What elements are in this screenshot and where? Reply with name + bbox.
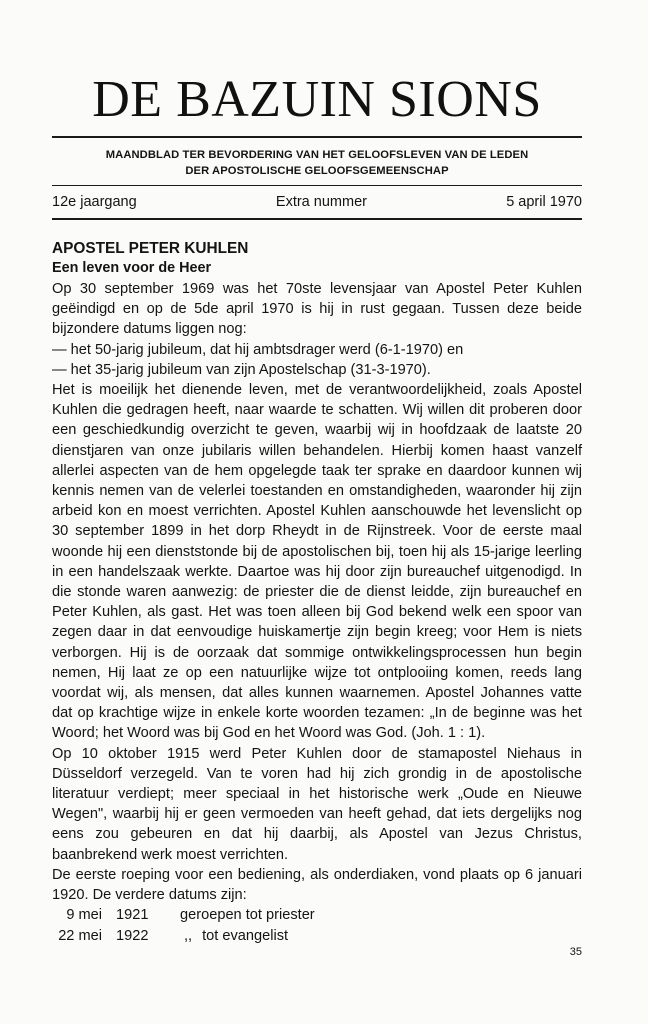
masthead-subtitle	[52, 147, 582, 179]
article	[52, 239, 582, 946]
date-day: 22 mei	[58, 927, 102, 944]
date-role: tot evangelist	[202, 927, 289, 944]
issue-date: 5 april 1970	[506, 194, 582, 210]
issue-line	[52, 192, 582, 212]
page-number: 35	[569, 946, 582, 958]
issue-volume: 12e jaargang	[52, 194, 137, 210]
article-subtitle: Een leven voor de Heer	[52, 260, 212, 276]
date-row	[52, 926, 582, 946]
date-ditto: ,,	[184, 927, 193, 944]
date-year: 1921	[116, 907, 149, 924]
date-year: 1922	[116, 927, 149, 944]
date-day: 9 mei	[66, 907, 102, 924]
subtitle-line-1: MAANDBLAD TER BEVORDERING VAN HET GELOOFSLEVEN VAN DE LEDEN	[105, 149, 529, 161]
subtitle-line-2: DER APOSTOLISCHE GELOOFSGEMEENSCHAP	[185, 165, 449, 177]
masthead-title: DE BAZUIN SIONS	[92, 71, 542, 128]
article-title: APOSTEL PETER KUHLEN	[52, 240, 249, 257]
date-role: geroepen tot priester	[180, 907, 315, 924]
date-row	[52, 905, 582, 925]
issue-edition: Extra nummer	[275, 194, 367, 210]
paragraph-2: Het is moeilijk het dienende leven, met de verantwoordelijkheid, zoals Apostel Kuhlen die gedragen heeft, naar waarde te schatten. Wij willen dit proberen door een geschiedkundig overzicht te geven, waarbij wij in hoofdzaak de laatste 20 dienstjaren van onze jubilaris willen behandelen. Hierbij komen haast vanzelf allerlei aspecten van de hem opgelegde taak ter sprake en daardoor kunnen wij kennis nemen van de velerlei toestanden en omstandigheden, waaronder hij zijn arbeid kon en moest verrichten. Apostel Kuhlen aanschouwde het levenslicht op 30 september 1899 in het dorp Rheydt in de Rijnstreek. Voor de eerste maal woonde hij een dienststonde bij de apostolischen bij, toen hij als 15-jarige leerling in een handelszaak werkte. Daartoe was hij door zijn bureauchef uitgenodigd. In die stonde waren aanwezig: de priester die de dienst leidde, zijn bureauchef en Peter Kuhlen, als gast. Het was toen alleen bij God bekend welk een spoor van zegen daar in dat eenvoudige huiskamertje zijn begin kreeg; voor Hem is niets verborgen. Hij is de oorzaak dat sommige ontwikkelingsprocessen hun begin nemen, Hij laat ze op een natuurlijke wijze tot ontplooiing komen, reeds lang voordat wij, als mensen, dat alles kunnen waarnemen. Apostel Johannes vatte dat op krachtige wijze in enkele korte woorden tezamen: „In de beginne was het Woord; het Woord was bij God en het Woord was God. (Joh. 1 : 1).	[52, 382, 582, 742]
dates-list	[52, 905, 582, 945]
paragraph-3: Op 10 oktober 1915 werd Peter Kuhlen door de stamapostel Niehaus in Düsseldorf verzegeld. Van te voren had hij zich grondig in de apostolische literatuur verdiept; meer speciaal in het historische werk „Oude en Nieuwe Wegen", waarbij hij er geen vermoeden van heeft gehad, dat iets dergelijks nog eens zou gebeuren en dat hij daarbij, als Apostel van Jezus Christus, baanbrekend werk moest verrichten.	[52, 745, 582, 863]
paragraph-1: Op 30 september 1969 was het 70ste levensjaar van Apostel Peter Kuhlen geëindigd en op de 5de april 1970 is hij in rust gegaan. Tussen deze beide bijzondere datums liggen nog:	[52, 281, 582, 338]
page	[52, 0, 582, 946]
paragraph-4: De eerste roeping voor een bediening, als onderdiaken, vond plaats op 6 januari 1920. De verdere datums zijn:	[52, 866, 582, 904]
bullet-2: — het 35-jarig jubileum van zijn Apostelschap (31-3-1970).	[52, 361, 431, 378]
rule-bottom	[52, 218, 582, 220]
bullet-1: — het 50-jarig jubileum, dat hij ambtsdrager werd (6-1-1970) en	[52, 341, 464, 358]
rule-middle	[52, 185, 582, 186]
rule-top	[52, 136, 582, 138]
